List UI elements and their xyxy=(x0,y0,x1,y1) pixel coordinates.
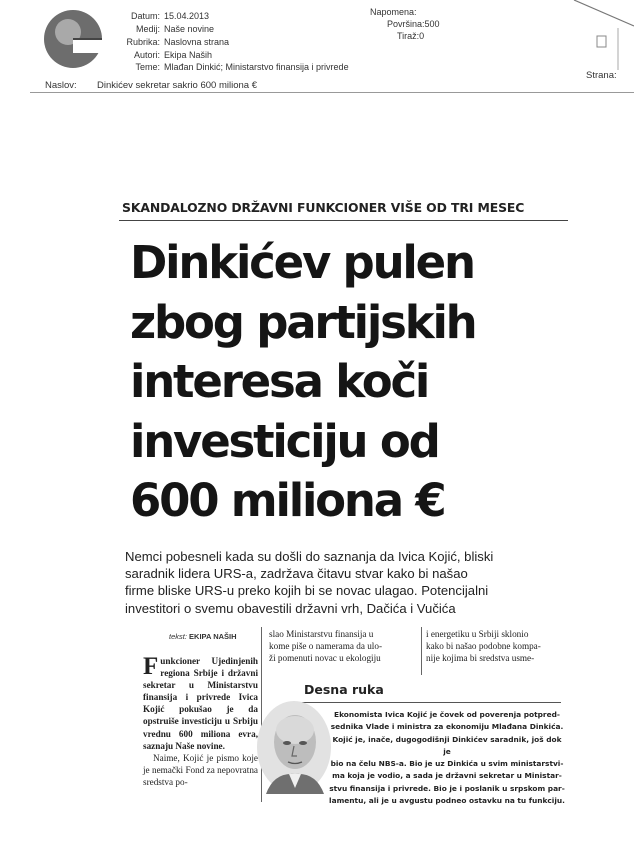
title-value: Dinkićev sekretar sakrio 600 miliona € xyxy=(97,80,257,91)
article-lead xyxy=(125,548,565,617)
column-line: kome piše o namerama da ulo- xyxy=(269,641,383,652)
sidebar-line: ma koja je vodio, a sada je državni sekretar u Ministar- xyxy=(332,771,562,781)
article-kicker: SKANDALOZNO DRŽAVNI FUNKCIONER VIŠE OD TRI MESEC xyxy=(122,200,525,215)
article-byline: tekst: EKIPA NAŠIH xyxy=(169,632,237,641)
column-line: i energetiku u Srbiji sklonio xyxy=(426,629,529,639)
sidebar-line: bio na čelu NBS-a. Bio je uz Dinkića u svim ministarstvi- xyxy=(330,759,564,769)
column-1-intro: unkcioner Ujedinjenih regiona Srbije i državni sekretar u Ministarstvu finansija i privrede Ivica Kojić pokušao je da opstruiše investiciju u Srbiju vrednu 600 miliona evra, saznaju Naše novine. xyxy=(143,656,258,751)
newspaper-clipping xyxy=(119,195,568,807)
column-line: nije kojima bi sredstva usme- xyxy=(426,653,535,664)
headline-line: zbog partijskih xyxy=(130,295,476,349)
lead-line: investitori o svemu obavestili državni vrh, Dačića i Vučića xyxy=(125,600,456,616)
meta-topics: Teme: Mlađan Dinkić; Ministarstvo finansija i privrede xyxy=(135,62,349,72)
title-label: Naslov: xyxy=(45,80,77,91)
kicker-rule xyxy=(119,220,568,221)
sidebar-line: Kojić je, inače, dugogodišnji Dinkićev saradnik, još dok je xyxy=(332,734,562,756)
lead-line: Nemci pobesneli kada su došli do saznanja da Ivica Kojić, bliski xyxy=(125,549,494,564)
article-column-1 xyxy=(143,655,258,788)
meta-authors: Autori: Ekipa Naših xyxy=(133,50,213,60)
drop-cap: F xyxy=(143,653,159,680)
column-line: slao Ministarstvu finansija u xyxy=(269,629,374,639)
circulation-field: Tiraž:0 xyxy=(397,31,425,41)
note-label: Napomena: xyxy=(370,7,417,17)
article-column-3 xyxy=(426,628,564,664)
sidebar-body xyxy=(329,709,565,807)
column-1-paragraph: Naime, Kojić je pismo koje je nemački Fond za nepovratna sredstva po- xyxy=(143,752,258,787)
clipping-service-logo-icon xyxy=(42,8,104,70)
article-headline xyxy=(130,233,568,531)
paper-edge-mark xyxy=(560,0,634,70)
headline-line: interesa koči xyxy=(130,355,429,408)
sidebar-line: Ekonomista Ivica Kojić je čovek od poverenja potpred- xyxy=(334,710,560,719)
portrait-photo xyxy=(256,700,332,794)
page-label: Strana: xyxy=(586,70,617,81)
column-divider xyxy=(421,627,422,675)
article-column-2 xyxy=(269,628,418,664)
column-line: kako bi našao podobne kompa- xyxy=(426,641,541,652)
sidebar-line: lamentu, ali je u avgustu podneo ostavku na tu funkciju. xyxy=(329,796,565,806)
headline-line: 600 miliona € xyxy=(130,474,445,527)
lead-line: saradnik lidera URS-a, zadržava čitavu stvar kako bi našao xyxy=(125,566,468,582)
meta-section: Rubrika: Naslovna strana xyxy=(126,37,230,47)
sidebar-line: sednika Vlade i ministra za ekonomiju Mlađana Dinkića. xyxy=(330,722,564,732)
headline-line: investiciju od xyxy=(130,414,439,468)
column-line: ži pomenuti novac u ekologiju xyxy=(269,653,381,664)
sidebar-line: stvu finansija i privrede. Bio je i poslanik u srpskom par- xyxy=(329,783,565,793)
header-divider xyxy=(30,92,634,93)
area-field: Površina:500 xyxy=(387,19,440,29)
meta-medium: Medij: Naše novine xyxy=(135,24,215,34)
sidebar-title: Desna ruka xyxy=(304,682,384,697)
headline-line: Dinkićev pulen xyxy=(130,236,474,289)
lead-line: firme bliske URS-u preko kojih bi se novac ulagao. Potencijalni xyxy=(125,583,489,599)
meta-date: Datum: 15.04.2013 xyxy=(130,11,210,21)
